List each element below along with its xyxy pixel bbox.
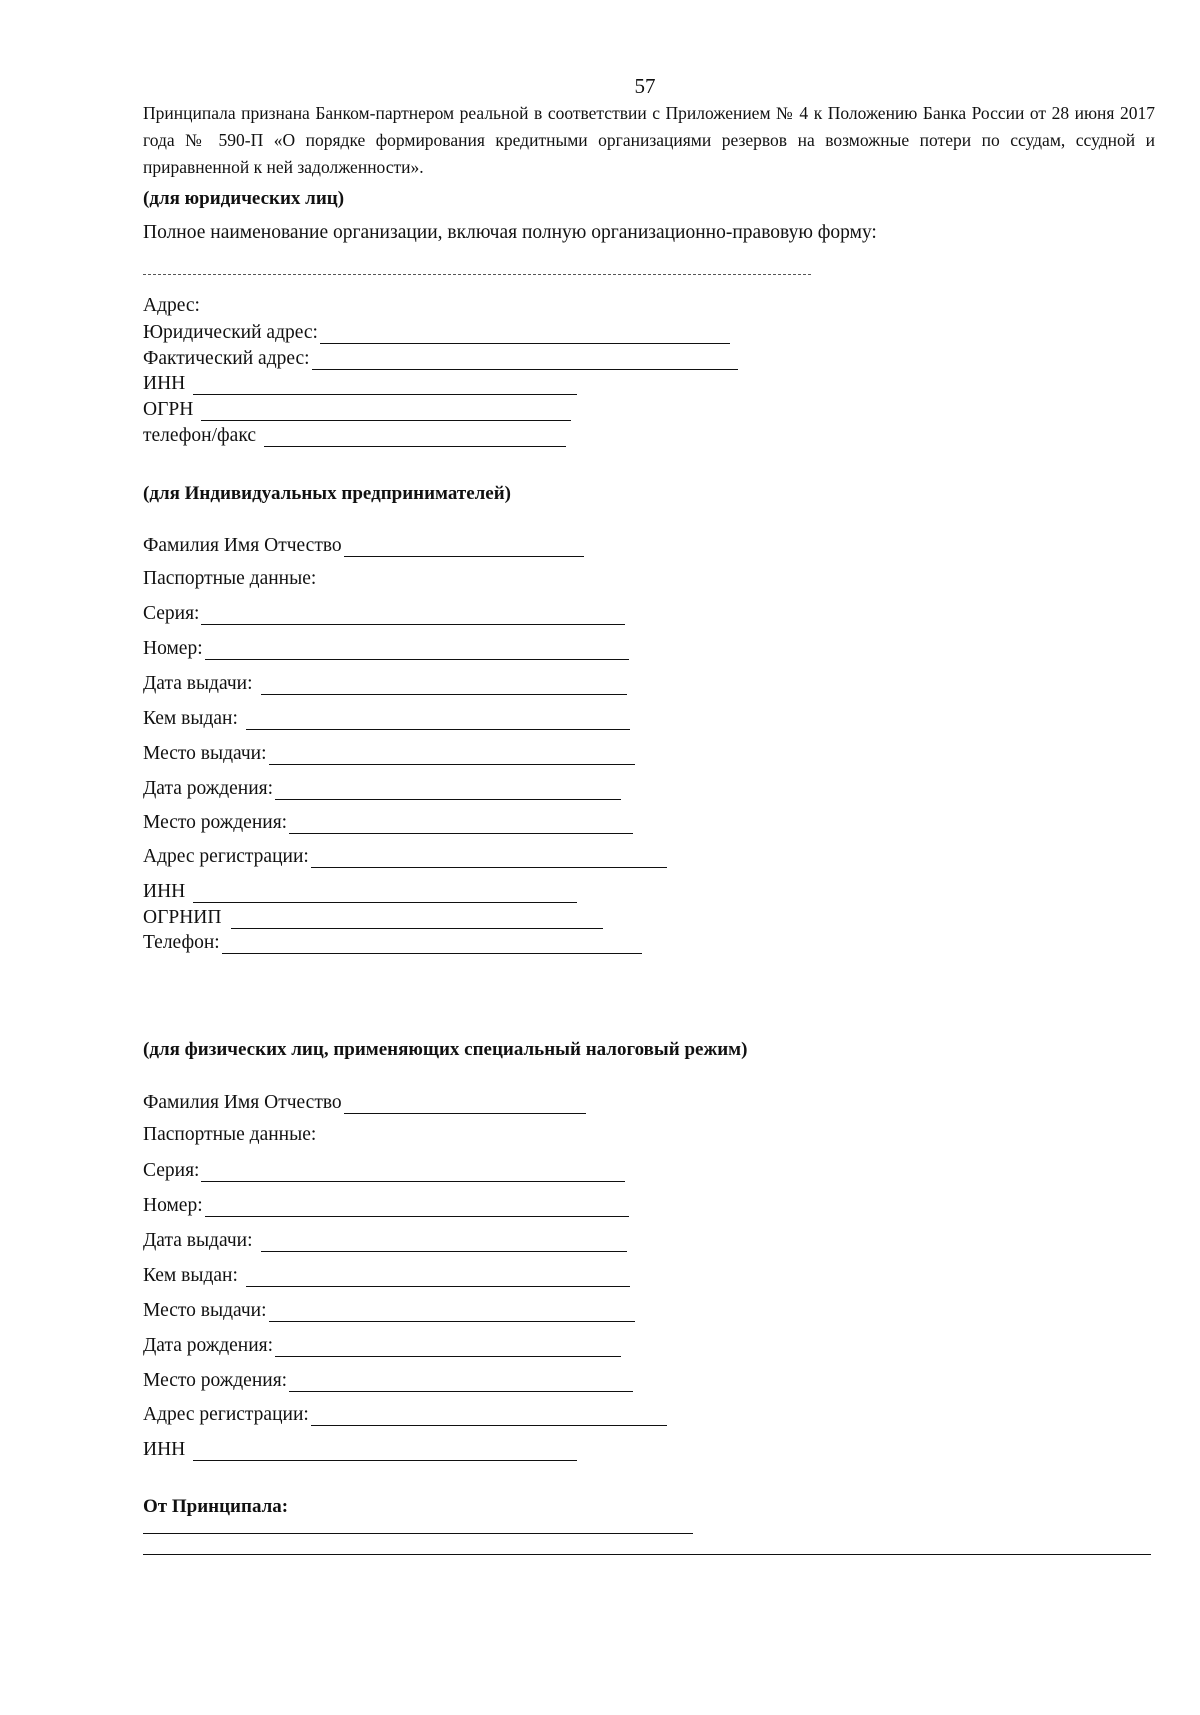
legal-inn-label: ИНН — [143, 373, 186, 394]
se-number-line[interactable] — [205, 1198, 629, 1217]
se-issued-by-label: Кем выдан: — [143, 1265, 238, 1286]
se-number-row[interactable] — [143, 1195, 629, 1217]
ip-issue-date-line[interactable] — [261, 676, 627, 695]
se-number-label: Номер: — [143, 1195, 203, 1216]
phone-fax-line[interactable] — [264, 428, 566, 447]
address-label: Адрес: — [143, 295, 200, 316]
legal-address-label: Юридический адрес: — [143, 322, 318, 343]
ip-phone-label: Телефон: — [143, 932, 220, 953]
se-issued-by-row[interactable] — [143, 1265, 630, 1287]
ip-fio-line[interactable] — [344, 538, 584, 557]
full-name-label: Полное наименование организации, включая полную организационно-правовую форму: — [143, 222, 877, 243]
se-birth-place-line[interactable] — [289, 1373, 633, 1392]
ip-birth-place-label: Место рождения: — [143, 812, 288, 833]
legal-ogrn-label: ОГРН — [143, 399, 194, 420]
legal-address-row[interactable] — [143, 322, 730, 344]
ip-inn-row[interactable] — [143, 881, 577, 903]
se-inn-line[interactable] — [193, 1442, 577, 1461]
actual-address-line[interactable] — [312, 351, 738, 370]
intro-text: Принципала признана Банком-партнером реальной в соответствии с Приложением № 4 к Положению Банка России от 28 июня 2017 года № 590-П «О порядке формирования кредитными организациями резервов на возможные потери по ссудам, ссудной и приравненной к ней задолженности». — [143, 103, 1155, 177]
se-passport-label: Паспортные данные: — [143, 1124, 317, 1145]
se-birth-date-label: Дата рождения: — [143, 1335, 274, 1356]
ip-ogrnip-label: ОГРНИП — [143, 907, 222, 928]
ip-birth-date-line[interactable] — [275, 781, 621, 800]
se-inn-row[interactable] — [143, 1439, 577, 1461]
ip-birth-date-row[interactable] — [143, 778, 621, 800]
se-birth-date-row[interactable] — [143, 1335, 621, 1357]
se-reg-address-label: Адрес регистрации: — [143, 1404, 309, 1425]
legal-inn-row[interactable] — [143, 373, 577, 395]
se-inn-label: ИНН — [143, 1439, 186, 1460]
ip-passport-label: Паспортные данные: — [143, 568, 317, 589]
ip-birth-date-label: Дата рождения: — [143, 778, 274, 799]
se-reg-address-line[interactable] — [311, 1407, 667, 1426]
ip-number-line[interactable] — [205, 641, 629, 660]
se-issue-place-label: Место выдачи: — [143, 1300, 267, 1321]
se-issue-date-row[interactable] — [143, 1230, 627, 1252]
se-series-line[interactable] — [201, 1163, 625, 1182]
actual-address-row[interactable] — [143, 348, 738, 370]
ip-phone-row[interactable] — [143, 932, 642, 954]
full-name-line[interactable] — [143, 274, 811, 275]
legal-ogrn-line[interactable] — [201, 402, 571, 421]
legal-entities-heading: (для юридических лиц) — [143, 188, 345, 209]
se-birth-place-label: Место рождения: — [143, 1370, 288, 1391]
se-issue-place-line[interactable] — [269, 1303, 635, 1322]
ip-inn-line[interactable] — [193, 884, 577, 903]
ip-birth-place-row[interactable] — [143, 812, 633, 834]
actual-address-label: Фактический адрес: — [143, 348, 310, 369]
ip-number-label: Номер: — [143, 638, 203, 659]
legal-address-line[interactable] — [320, 325, 730, 344]
se-fio-line[interactable] — [344, 1095, 586, 1114]
legal-ogrn-row[interactable] — [143, 399, 571, 421]
se-issued-by-line[interactable] — [246, 1268, 630, 1287]
principal-line-2[interactable] — [143, 1554, 1151, 1555]
ip-series-line[interactable] — [201, 606, 625, 625]
ip-series-label: Серия: — [143, 603, 200, 624]
legal-inn-line[interactable] — [193, 376, 577, 395]
principal-heading: От Принципала: — [143, 1496, 289, 1517]
ip-birth-place-line[interactable] — [289, 815, 633, 834]
ip-series-row[interactable] — [143, 603, 625, 625]
se-series-label: Серия: — [143, 1160, 200, 1181]
page-number: 57 — [634, 74, 656, 98]
se-birth-place-row[interactable] — [143, 1370, 633, 1392]
ip-reg-address-label: Адрес регистрации: — [143, 846, 309, 867]
ip-issue-date-label: Дата выдачи: — [143, 673, 253, 694]
ip-ogrnip-line[interactable] — [231, 910, 603, 929]
se-issue-date-label: Дата выдачи: — [143, 1230, 253, 1251]
intro-paragraph — [143, 100, 1155, 181]
principal-line-1[interactable] — [143, 1533, 693, 1534]
se-reg-address-row[interactable] — [143, 1404, 667, 1426]
ip-issued-by-row[interactable] — [143, 708, 630, 730]
se-birth-date-line[interactable] — [275, 1338, 621, 1357]
ip-ogrnip-row[interactable] — [143, 907, 603, 929]
ip-number-row[interactable] — [143, 638, 629, 660]
ip-heading: (для Индивидуальных предпринимателей) — [143, 483, 512, 504]
ip-issue-date-row[interactable] — [143, 673, 627, 695]
ip-phone-line[interactable] — [222, 935, 642, 954]
se-issue-date-line[interactable] — [261, 1233, 627, 1252]
ip-issue-place-label: Место выдачи: — [143, 743, 267, 764]
se-fio-row[interactable] — [143, 1092, 586, 1114]
se-fio-label: Фамилия Имя Отчество — [143, 1092, 342, 1113]
se-series-row[interactable] — [143, 1160, 625, 1182]
ip-reg-address-row[interactable] — [143, 846, 667, 868]
ip-issue-place-line[interactable] — [269, 746, 635, 765]
ip-fio-label: Фамилия Имя Отчество — [143, 535, 342, 556]
phone-fax-label: телефон/факс — [143, 425, 256, 446]
ip-inn-label: ИНН — [143, 881, 186, 902]
ip-issue-place-row[interactable] — [143, 743, 635, 765]
ip-issued-by-line[interactable] — [246, 711, 630, 730]
se-issue-place-row[interactable] — [143, 1300, 635, 1322]
self-employed-heading: (для физических лиц, применяющих специальный налоговый режим) — [143, 1039, 748, 1060]
phone-fax-row[interactable] — [143, 425, 566, 447]
ip-reg-address-line[interactable] — [311, 849, 667, 868]
ip-fio-row[interactable] — [143, 535, 584, 557]
ip-issued-by-label: Кем выдан: — [143, 708, 238, 729]
